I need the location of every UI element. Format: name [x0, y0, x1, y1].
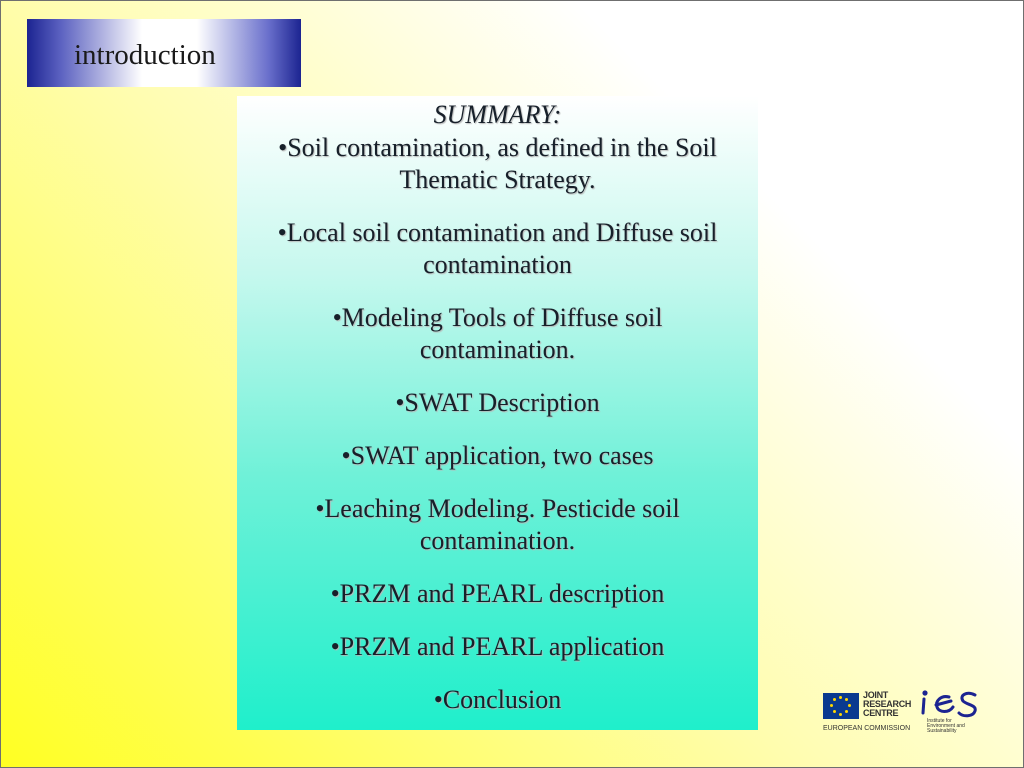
summary-box	[237, 96, 758, 730]
summary-item: •Conclusion	[433, 685, 562, 714]
ies-logo-icon	[919, 683, 983, 723]
summary-heading: SUMMARY:	[433, 100, 562, 129]
eu-flag-icon	[823, 693, 859, 719]
ies-logo-text: Institute for Environment and Sustainability	[927, 718, 965, 734]
slide-title: introduction	[74, 39, 216, 71]
summary-item: •Modeling Tools of Diffuse soil contamination.	[332, 303, 663, 364]
summary-item: •Local soil contamination and Diffuse soil contamination	[277, 218, 718, 279]
logos	[823, 689, 983, 737]
title-box	[27, 19, 301, 87]
summary-item: •Leaching Modeling. Pesticide soil contamination.	[315, 494, 680, 555]
summary-item: •SWAT application, two cases	[341, 441, 654, 470]
european-commission-label: EUROPEAN COMMISSION	[823, 725, 911, 732]
summary-item: •PRZM and PEARL application	[330, 632, 665, 661]
jrc-logo-text: JOINT RESEARCH CENTRE	[863, 690, 912, 718]
summary-item: •SWAT Description	[395, 388, 600, 417]
summary-item: •Soil contamination, as defined in the Soil Thematic Strategy.	[278, 133, 717, 194]
summary-item: •PRZM and PEARL description	[330, 579, 665, 608]
